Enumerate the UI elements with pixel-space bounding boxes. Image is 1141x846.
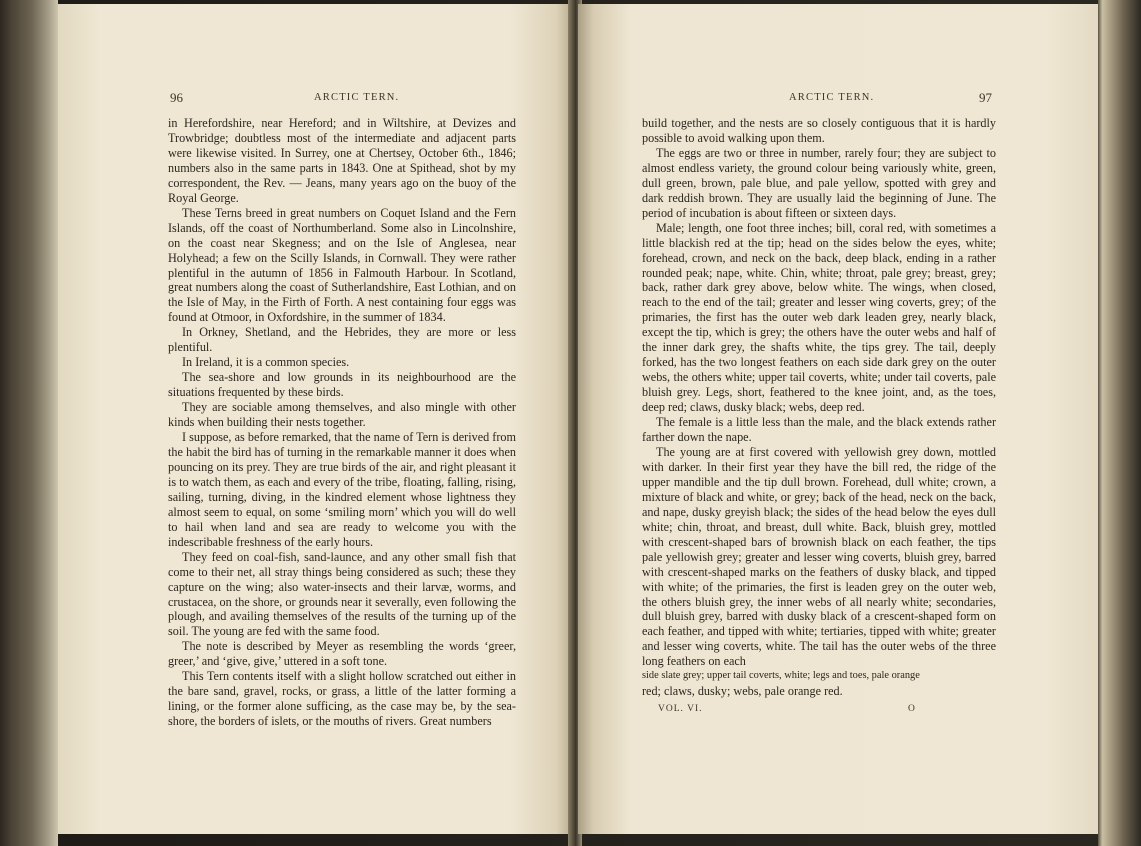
paragraph: build together, and the nests are so closely contiguous that it is hardly possible to avoid walking upon them. bbox=[642, 116, 996, 145]
left-page-edges bbox=[0, 0, 58, 846]
paragraph: This Tern contents itself with a slight hollow scratched out either in the bare sand, gravel, rocks, or grass, a little of the latter forming a lining, or the former alone sufficing, as the case may be, by the sea-shore, the borders of islets, or the mouths of rivers. Great numbers bbox=[168, 669, 516, 729]
signature-line: VOL. VI. bbox=[658, 704, 703, 714]
paragraph: in Herefordshire, near Hereford; and in Wiltshire, at Devizes and Trowbridge; doubtless most of the intermediate and adjacent parts were likewise visited. In Surrey, one at Chertsey, October 6th., 1846; numbers also in the same parts in 1843. One at Spithead, shot by my correspondent, the Rev. — Jeans, many years ago on the buoy of the Royal George. bbox=[168, 116, 516, 205]
paragraph: In Orkney, Shetland, and the Hebrides, they are more or less plentiful. bbox=[168, 325, 516, 355]
paragraph: The young are at first covered with yellowish grey down, mottled with darker. In their first year they have the bill red, the ridge of the upper mandible and the tip dull brown. Forehead, dull white; crown, a mixture of black and white, or grey; back of the head, neck on the back, and nape, dusky greyish black; the sides of the head below the eyes dull white; chin, throat, and breast, dull white. Back, bluish grey, mottled with crescent-shaped bars of brownish black on each feather, the tips pale yellowish grey; greater and lesser wing coverts, bluish grey, barred with crescent-shaped marks on the feathers of dusky black, and tipped with white; of the primaries, the first is leaden grey on the outer web, the others bluish grey, the inner webs of all nearly white; secondaries, dull bluish grey, barred with dusky black of a crescent-shaped form on each feather, and tipped with white; tertiaries, tipped with white; greater and lesser wing coverts, white. The tail has the outer webs of the three long feathers on each bbox=[642, 444, 996, 669]
paragraph: Male; length, one foot three inches; bill, coral red, with sometimes a little blackish red at the tip; head on the sides below the eyes, white; forehead, crown, and neck on the back, deep black, ending in a rather rounded peak; nape, white. Chin, white; throat, pale grey; breast, grey; back, rather dark grey above, below white. The wings, when closed, reach to the end of the tail; greater and lesser wing coverts, grey; of the primaries, the first has the outer web dark leaden grey, nearly black, except the tip, which is grey; the others have the outer webs and half of the inner dark grey, the shafts white, the tips grey. The tail, deeply forked, has the two longest feathers on each side dark grey on the outer webs, the others white; upper tail coverts, white; under tail coverts, pale bluish grey. Legs, short, feathered to the knee joint, and, as the toes, deep red; claws, dusky black; webs, deep red. bbox=[642, 220, 996, 415]
left-running-head: ARCTIC TERN. bbox=[314, 92, 400, 103]
paragraph: They are sociable among themselves, and also mingle with other kinds when building their nests together. bbox=[168, 400, 516, 430]
left-page bbox=[58, 4, 572, 834]
paragraph: I suppose, as before remarked, that the name of Tern is derived from the habit the bird has of turning in the remarkable manner it does when pouncing on its prey. They are true birds of the air, and right pleasant it is to watch them, as each and every of the tribe, floating, falling, rising, sailing, turning, diving, in the kindred element whose lightness they almost seem to equal, on some ‘smiling morn’ which you will do well to hail when land and sea are ready to welcome you with the indescribable freshness of the early hours. bbox=[168, 430, 516, 549]
signature-mark: O bbox=[908, 704, 915, 714]
paragraph: red; claws, dusky; webs, pale orange red. bbox=[642, 684, 843, 699]
left-folio: 96 bbox=[170, 90, 183, 105]
paragraph: side slate grey; upper tail coverts, white; legs and toes, pale orange bbox=[642, 670, 920, 682]
paragraph: These Terns breed in great numbers on Coquet Island and the Fern Islands, off the coast of Northumberland. Some also in Lincolnshire, on the coast near Skegness; and on the Isle of Anglesea, near Holyhead; a few on the Scilly Islands, in Cornwall. They were rather plentiful in the autumn of 1856 in Falmouth Harbour. In Scotland, great numbers along the coast of Sutherlandshire, East Lothian, and on the Isle of May, in the Firth of Forth. A nest containing four eggs was found at Otmoor, in Oxfordshire, in the summer of 1834. bbox=[168, 205, 516, 325]
right-body-text bbox=[642, 116, 996, 699]
right-page bbox=[578, 4, 1098, 834]
left-body-text bbox=[168, 116, 516, 729]
paragraph: The sea-shore and low grounds in its neighbourhood are the situations frequented by these birds. bbox=[168, 370, 516, 400]
paragraph: The note is described by Meyer as resembling the words ‘greer, greer,’ and ‘give, give,’ uttered in a soft tone. bbox=[168, 639, 516, 669]
paragraph: In Ireland, it is a common species. bbox=[182, 355, 350, 370]
right-folio: 97 bbox=[979, 90, 992, 105]
paragraph: They feed on coal-fish, sand-launce, and any other small fish that come to their net, all stray things being considered as such; these they capture on the wing; also water-insects and their larvæ, worms, and crustacea, on the shore, or grounds near it severally, even following the plough, and availing themselves of the results of the turning up of the soil. The young are fed with the same food. bbox=[168, 549, 516, 639]
right-page-edges bbox=[1098, 0, 1141, 846]
paragraph: The eggs are two or three in number, rarely four; they are subject to almost endless variety, the ground colour being variously white, green, dull green, brown, pale blue, and pale yellow, spotted with grey and dark reddish brown. They are usually laid the beginning of June. The period of incubation is about fifteen or sixteen days. bbox=[642, 145, 996, 220]
right-running-head: ARCTIC TERN. bbox=[789, 92, 875, 103]
paragraph: The female is a little less than the male, and the black extends rather farther down the nape. bbox=[642, 415, 996, 445]
